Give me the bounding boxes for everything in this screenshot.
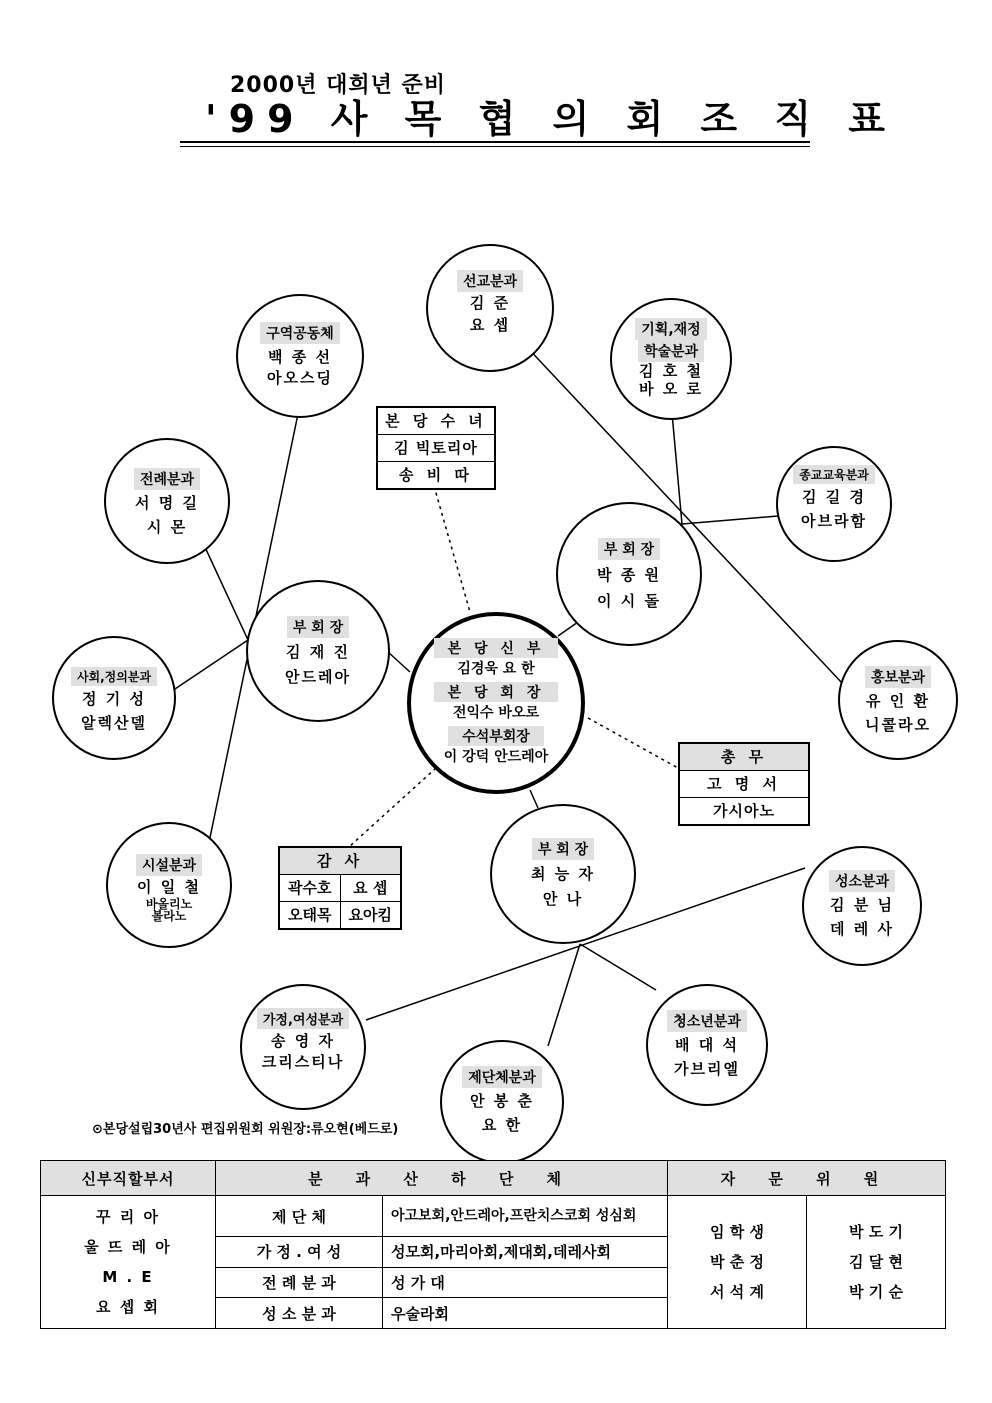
youth-committee-node <box>646 984 768 1106</box>
senior-vp-name: 이 강덕 안드레아 <box>443 749 549 765</box>
group-name: 가 정 . 여 성 <box>216 1237 383 1268</box>
planning-baptismal-name: 바 오 로 <box>639 380 703 398</box>
col-header-groups: 분 과 산 하 단 체 <box>216 1161 668 1196</box>
advisor-name: 임 학 생 <box>710 1223 764 1241</box>
group-members: 성모회,마리아회,제대회,데레사회 <box>383 1237 668 1268</box>
family-women-label: 가정,여성분과 <box>257 1008 349 1029</box>
liturgy-committee-node <box>104 438 230 564</box>
direct-item: 꾸 리 아 <box>96 1208 160 1226</box>
group-name: 제 단 체 <box>216 1196 383 1237</box>
organizations-name: 안 봉 춘 <box>470 1092 534 1110</box>
pastor-label: 본 당 신 부 <box>434 638 559 658</box>
group-members: 성 가 대 <box>383 1267 668 1298</box>
social-justice-label: 사회,정의분과 <box>71 667 157 686</box>
vp-bottom-name: 최 능 자 <box>531 865 595 883</box>
group-members: 아고보회,안드레아,프란치스코회 성심회 <box>383 1196 668 1237</box>
editorial-note: ⊙본당설립30년사 편집위원회 위원장:류오현(베드로) <box>92 1122 399 1137</box>
religious-edu-committee-node <box>776 446 892 562</box>
advisor-name: 서 석 계 <box>710 1283 764 1301</box>
facilities-name: 이 일 철 <box>137 878 201 896</box>
audit-r1c1: 곽수호 <box>280 875 341 901</box>
col-header-advisors: 자 문 위 원 <box>668 1161 946 1196</box>
audit-row-2 <box>280 901 400 928</box>
general-affairs-header: 총 무 <box>680 744 808 770</box>
facilities-baptismal-name-2: 볼라노 <box>151 909 187 923</box>
departments-table <box>40 1160 946 1329</box>
vp-right-baptismal-name: 이 시 돌 <box>597 592 661 610</box>
community-baptismal-name: 아오스딩 <box>267 369 333 387</box>
header-subtitle: 2000년 대희년 준비 <box>230 73 447 98</box>
liturgy-name: 서 명 길 <box>135 494 199 512</box>
sisters-header: 본 당 수 녀 <box>385 412 487 430</box>
sanctuary-name: 김 분 님 <box>830 896 894 914</box>
liturgy-baptismal-name: 시 몬 <box>146 518 188 536</box>
group-name: 전 례 분 과 <box>216 1267 383 1298</box>
sanctuary-baptismal-name: 데 레 사 <box>830 920 894 938</box>
organizations-committee-node <box>440 1040 564 1164</box>
mission-label: 선교분과 <box>457 270 523 292</box>
planning-name: 김 호 철 <box>639 362 703 380</box>
audit-row-1 <box>280 874 400 901</box>
facilities-label: 시설분과 <box>136 854 202 876</box>
pastor-name: 김경욱 요 한 <box>457 661 535 677</box>
family-women-name: 송 영 자 <box>271 1032 335 1050</box>
advisors-right-cell <box>807 1196 946 1329</box>
pr-name: 유 인 환 <box>866 692 930 710</box>
general-affairs-box <box>678 742 810 826</box>
youth-name: 배 대 석 <box>675 1036 739 1054</box>
advisor-name: 박 춘 정 <box>710 1253 764 1271</box>
vp-left-label: 부 회 장 <box>287 616 349 638</box>
parish-president-label: 본 당 회 장 <box>434 682 559 702</box>
religious-edu-name: 김 길 경 <box>802 488 866 506</box>
liturgy-label: 전례분과 <box>134 468 200 490</box>
senior-vp-label: 수석부회장 <box>448 726 544 746</box>
parish-president-name: 전익수 바오로 <box>452 705 540 721</box>
organizations-label: 제단체분과 <box>462 1066 542 1088</box>
vp-bottom-label: 부 회 장 <box>532 838 594 860</box>
religious-edu-baptismal-name: 아브라함 <box>801 512 867 530</box>
audit-r2c1: 오태목 <box>280 902 341 928</box>
vp-left-baptismal-name: 안드레아 <box>285 668 351 686</box>
social-justice-committee-node <box>52 636 176 760</box>
vp-left-name: 김 재 진 <box>286 643 350 661</box>
vice-president-right-node <box>556 502 702 646</box>
general-affairs-row-2: 가시아노 <box>680 797 808 824</box>
religious-edu-label: 종교교육분과 <box>793 465 875 484</box>
sanctuary-label: 성소분과 <box>829 870 895 892</box>
sanctuary-committee-node <box>802 846 922 966</box>
family-women-committee-node <box>240 984 366 1110</box>
facilities-baptismal-name-1: 바올리노 <box>145 897 193 911</box>
sisters-row-2: 송 비 따 <box>378 461 494 488</box>
vp-right-label: 부 회 장 <box>598 538 660 560</box>
page-title: '99 사 목 협 의 회 조 직 표 <box>205 97 898 141</box>
community-node <box>236 294 364 418</box>
audit-r2c2: 요아킴 <box>348 906 392 924</box>
audit-r1c2: 요 셉 <box>353 879 388 897</box>
mission-baptismal-name: 요 셉 <box>469 316 511 334</box>
vp-bottom-baptismal-name: 안 나 <box>542 890 584 908</box>
family-women-baptismal-name: 크리스티나 <box>261 1053 345 1071</box>
community-name: 백 종 선 <box>268 348 332 366</box>
planning-label-2: 학술분과 <box>638 340 704 362</box>
vp-right-name: 박 종 원 <box>597 566 661 584</box>
direct-item: M . E <box>102 1268 154 1286</box>
vice-president-left-node <box>246 580 390 722</box>
advisor-name: 박 기 순 <box>849 1283 903 1301</box>
advisor-name: 박 도 기 <box>849 1223 903 1241</box>
planning-label-1: 기획,재정 <box>635 318 706 340</box>
pr-committee-node <box>838 640 958 760</box>
group-members: 우술라회 <box>383 1298 668 1329</box>
mission-committee-node <box>426 244 554 372</box>
organizations-baptismal-name: 요 한 <box>481 1116 523 1134</box>
direct-item: 울 뜨 레 아 <box>84 1238 172 1256</box>
direct-item: 요 셉 회 <box>96 1298 160 1316</box>
community-label: 구역공동체 <box>260 322 340 344</box>
general-affairs-row-1: 고 명 서 <box>680 770 808 797</box>
vice-president-bottom-node <box>490 804 636 944</box>
youth-label: 청소년분과 <box>667 1010 747 1032</box>
planning-committee-node <box>610 298 732 420</box>
group-name: 성 소 분 과 <box>216 1298 383 1329</box>
audit-header: 감 사 <box>280 848 400 874</box>
advisors-left-cell <box>668 1196 807 1329</box>
youth-baptismal-name: 가브리엘 <box>674 1060 740 1078</box>
social-justice-name: 정 기 성 <box>82 690 146 708</box>
advisor-name: 김 달 현 <box>849 1253 903 1271</box>
facilities-committee-node <box>106 822 232 948</box>
audit-box <box>278 846 402 930</box>
mission-name: 김 준 <box>469 294 511 312</box>
pr-baptismal-name: 니콜라오 <box>865 716 931 734</box>
social-justice-baptismal-name: 알렉산델 <box>81 714 147 732</box>
col-header-direct: 신부직할부서 <box>41 1161 216 1196</box>
pastor-center-node <box>407 612 585 794</box>
pr-label: 홍보분과 <box>865 666 931 688</box>
direct-departments-cell <box>41 1196 216 1329</box>
sisters-box <box>376 406 496 490</box>
sisters-row-1: 김 빅토리아 <box>378 434 494 461</box>
